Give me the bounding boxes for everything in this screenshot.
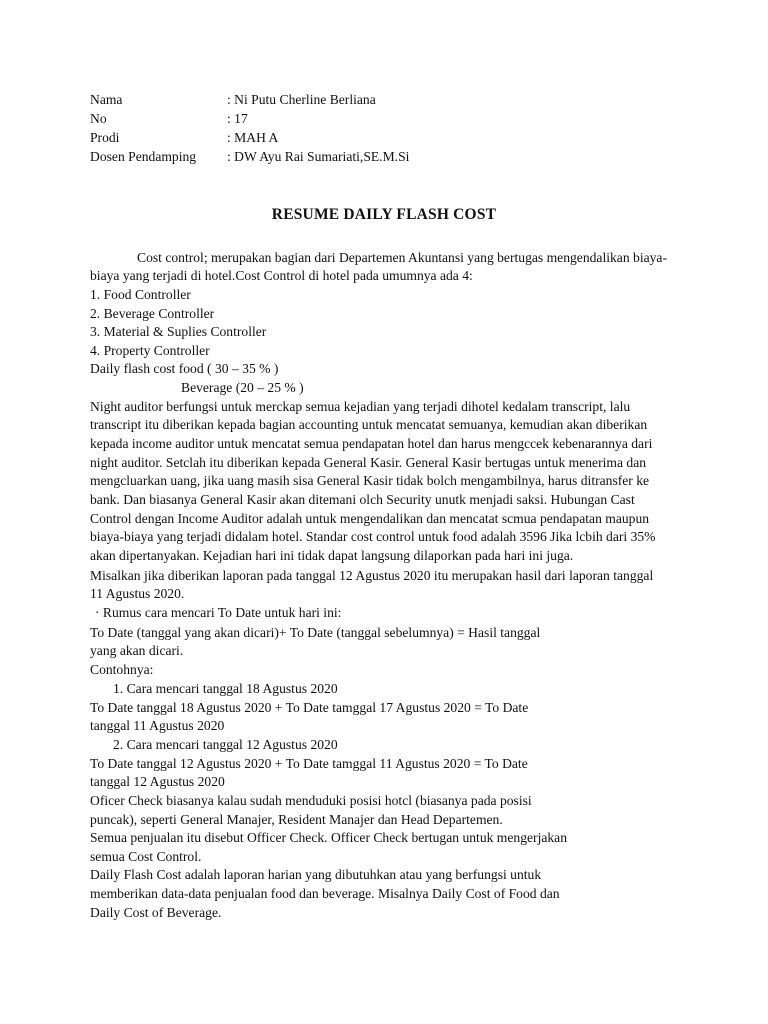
- body-line: Control dengan Income Auditor adalah untuk mengendalikan dan mencatat scmua pendapatan maupun: [90, 511, 650, 526]
- header-value-no: : 17: [227, 111, 248, 126]
- header-label-nama: Nama: [90, 92, 123, 107]
- body-line: mengcluarkan uang, jika uang masih sisa General Kasir tidak bolch mengambilnya, harus ditransfer ke: [90, 473, 650, 488]
- body-line: 11 Agustus 2020.: [90, 586, 185, 601]
- body-line: Cost control; merupakan bagian dari Departemen Akuntansi yang bertugas mengendalikan biaya-: [137, 250, 667, 265]
- bullet-line: · Rumus cara mencari To Date untuk hari ini:: [95, 605, 342, 620]
- body-line: akan dipertanyakan. Kejadian hari ini tidak dapat langsung dilaporkan pada hari ini juga.: [90, 548, 574, 563]
- list-item: 1. Food Controller: [90, 287, 191, 302]
- header-label-dosen: Dosen Pendamping: [90, 149, 197, 164]
- body-line: tanggal 12 Agustus 2020: [90, 774, 225, 789]
- body-line: transcript itu diberikan kepada bagian accounting untuk mencatat semuanya, kemudian akan diberikan: [90, 417, 648, 432]
- body-line: Daily Cost of Beverage.: [90, 905, 222, 920]
- body-line: night auditor. Setclah itu diberikan kepada General Kasir. General Kasir bertugas untuk menerima dan: [90, 455, 647, 470]
- header-value-nama: : Ni Putu Cherline Berliana: [227, 92, 376, 107]
- list-item: 3. Material & Suplies Controller: [90, 324, 267, 339]
- page-title: RESUME DAILY FLASH COST: [271, 206, 497, 223]
- list-item: 2. Cara mencari tanggal 12 Agustus 2020: [113, 737, 338, 752]
- body-line: tanggal 11 Agustus 2020: [90, 718, 225, 733]
- body-line: puncak), seperti General Manajer, Resident Manajer dan Head Departemen.: [90, 812, 503, 827]
- body-line: kepada income auditor untuk mencatat semua pendapatan hotel dan harus mengccek kebenarannya dari: [90, 436, 653, 451]
- body-line: Misalkan jika diberikan laporan pada tanggal 12 Agustus 2020 itu merupakan hasil dari laporan tanggal: [90, 568, 654, 583]
- body-line: Oficer Check biasanya kalau sudah menduduki posisi hotcl (biasanya pada posisi: [90, 793, 532, 808]
- body-line: Semua penjualan itu disebut Officer Check. Officer Check bertugan untuk mengerjakan: [90, 830, 568, 845]
- body-line: Contohnya:: [90, 662, 154, 677]
- body-line: To Date tanggal 12 Agustus 2020 + To Date tamggal 11 Agustus 2020 = To Date: [90, 756, 528, 771]
- body-line: Night auditor berfungsi untuk merckap semua kejadian yang terjadi dihotel kedalam transcript, lalu: [90, 399, 631, 414]
- body-line: yang akan dicari.: [90, 643, 184, 658]
- header-value-prodi: : MAH A: [227, 130, 279, 145]
- body-line: bank. Dan biasanya General Kasir akan ditemani olch Security unutk menjadi saksi. Hubungan Cast: [90, 492, 635, 507]
- body-line: memberikan data-data penjualan food dan beverage. Misalnya Daily Cost of Food dan: [90, 886, 560, 901]
- list-item: 1. Cara mencari tanggal 18 Agustus 2020: [113, 681, 338, 696]
- list-item: 2. Beverage Controller: [90, 306, 215, 321]
- list-item: 4. Property Controller: [90, 343, 210, 358]
- body-line: Daily flash cost food ( 30 – 35 % ): [90, 361, 279, 376]
- header-value-dosen: : DW Ayu Rai Sumariati,SE.M.Si: [227, 149, 410, 164]
- body-line: Daily Flash Cost adalah laporan harian yang dibutuhkan atau yang berfungsi untuk: [90, 867, 542, 882]
- header-label-prodi: Prodi: [90, 130, 120, 145]
- body-line: To Date tanggal 18 Agustus 2020 + To Date tamggal 17 Agustus 2020 = To Date: [90, 700, 529, 715]
- body-line: Beverage (20 – 25 % ): [181, 380, 304, 395]
- header-label-no: No: [90, 111, 107, 126]
- body-line: biaya yang terjadi di hotel.Cost Control di hotel pada umumnya ada 4:: [90, 268, 473, 283]
- body-line: semua Cost Control.: [90, 849, 202, 864]
- body-line: To Date (tanggal yang akan dicari)+ To Date (tanggal sebelumnya) = Hasil tanggal: [90, 625, 541, 640]
- body-line: biaya-biaya yang terjadi didalam hotel. Standar cost control untuk food adalah 3596 Jika lcbih dari 35%: [90, 529, 656, 544]
